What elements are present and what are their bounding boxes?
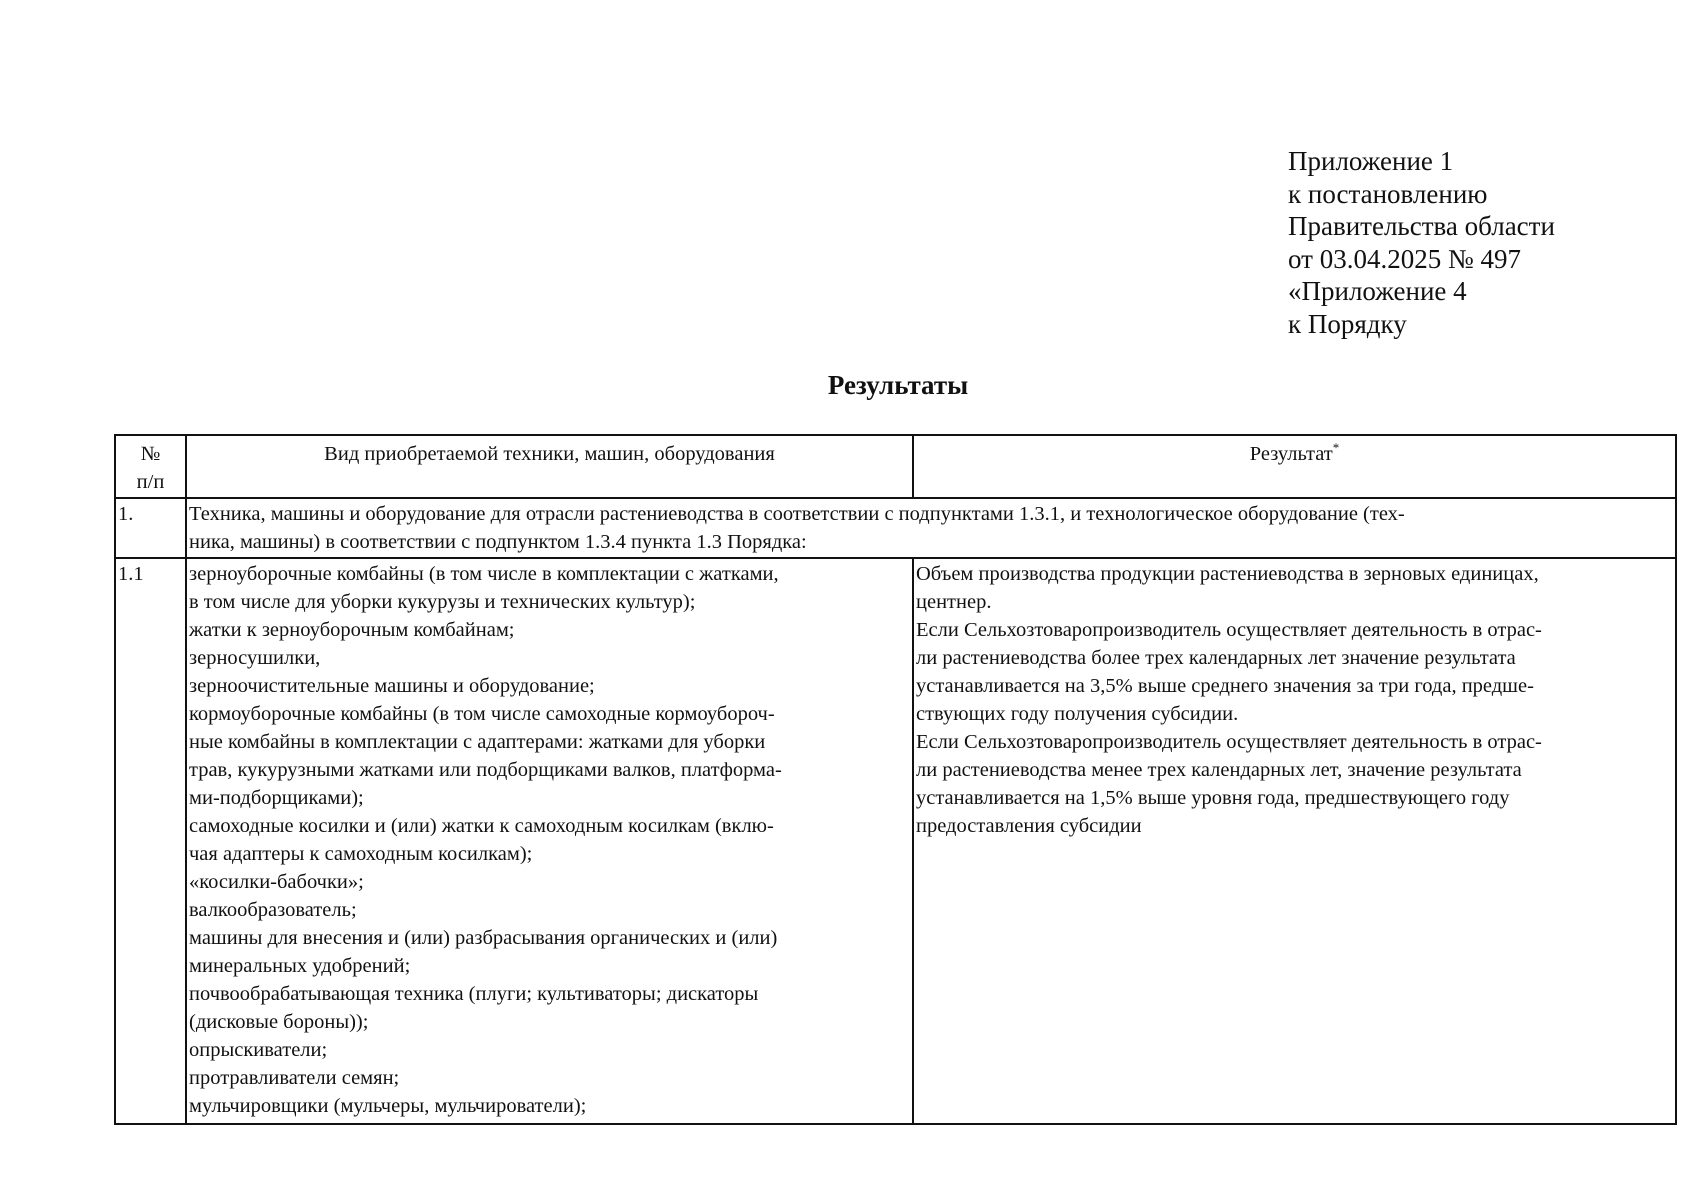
section-text-line: ника, машины) в соответствии с подпунктом 1.3.4 пункта 1.3 Порядка: [189,531,807,553]
header-kind-cell: Вид приобретаемой техники, машин, оборудования [186,435,913,498]
annex-block [1288,145,1555,340]
result-line: устанавливается на 1,5% выше уровня года, предшествующего году [916,787,1510,809]
result-line: предоставления субсидии [916,815,1142,837]
annex-line: к Порядку [1288,308,1407,339]
kind-line: валкообразователь; [189,899,357,921]
header-number-abbrev: п/п [136,471,165,493]
result-line: Объем производства продукции растениеводства в зерновых единицах, [916,563,1539,585]
table-header-row [115,435,1676,498]
annex-line: от 03.04.2025 № 497 [1288,243,1521,274]
kind-line: мульчировщики (мульчеры, мульчирователи); [189,1095,587,1117]
kind-line: зерносушилки, [189,647,321,669]
kind-line: ные комбайны в комплектации с адаптерами: жатками для уборки [189,731,766,753]
kind-line: зерноуборочные комбайны (в том числе в комплектации с жатками, [189,563,779,585]
annex-line: «Приложение 4 [1288,276,1467,306]
document-title: Результаты [827,370,969,400]
result-line: Если Сельхозтоваропроизводитель осуществляет деятельность в отрас- [916,731,1542,753]
kind-line: опрыскиватели; [189,1039,328,1061]
result-line: ли растениеводства менее трех календарных лет, значение результата [916,759,1522,781]
section-number-cell: 1. [115,498,186,558]
result-line: ствующих году получения субсидии. [916,703,1239,725]
annex-line: Правительства области [1288,211,1555,241]
header-number-sign: № [140,443,161,465]
results-table [114,434,1677,1125]
footnote-mark: * [1332,440,1340,456]
result-line: устанавливается на 3,5% выше среднего значения за три года, предше- [916,675,1534,697]
header-number-cell [115,435,186,498]
kind-line: «косилки-бабочки»; [189,871,364,893]
result-line: ли растениеводства более трех календарных лет значение результата [916,647,1516,669]
kind-line: протравливатели семян; [189,1067,400,1089]
kind-line: чая адаптеры к самоходным косилкам); [189,843,533,865]
annex-line: к постановлению [1288,178,1488,209]
table-row [115,558,1676,1124]
header-result-cell [913,435,1676,498]
kind-line: машины для внесения и (или) разбрасывания органических и (или) [189,927,778,949]
section-text-cell [186,498,1676,558]
kind-line: ми-подборщиками); [189,787,364,809]
kind-line: (дисковые бороны)); [189,1011,369,1033]
result-line: Если Сельхозтоваропроизводитель осуществляет деятельность в отрас- [916,619,1542,641]
kind-line: самоходные косилки и (или) жатки к самоходным косилкам (вклю- [189,815,774,837]
section-text-line: Техника, машины и оборудование для отрасли растениеводства в соответствии с подпунктами 1.3.1, и технологическое оборудование (тех- [189,503,1405,525]
section-row [115,498,1676,558]
header-result-label: Результат [1249,443,1333,465]
row-number-cell: 1.1 [115,558,186,1124]
row-result-cell [913,558,1676,1124]
kind-line: в том числе для уборки кукурузы и технических культур); [189,591,696,613]
annex-line: Приложение 1 [1288,146,1454,176]
result-line: центнер. [916,591,992,613]
kind-line: минеральных удобрений; [189,955,411,977]
kind-line: трав, кукурузными жатками или подборщиками валков, платформа- [189,759,782,781]
kind-line: жатки к зерноуборочным комбайнам; [189,619,515,641]
kind-line: зерноочистительные машины и оборудование; [189,675,595,697]
kind-line: почвообрабатывающая техника (плуги; культиваторы; дискаторы [189,983,759,1005]
kind-line: кормоуборочные комбайны (в том числе самоходные кормоубороч- [189,703,775,725]
row-kind-cell [186,558,913,1124]
